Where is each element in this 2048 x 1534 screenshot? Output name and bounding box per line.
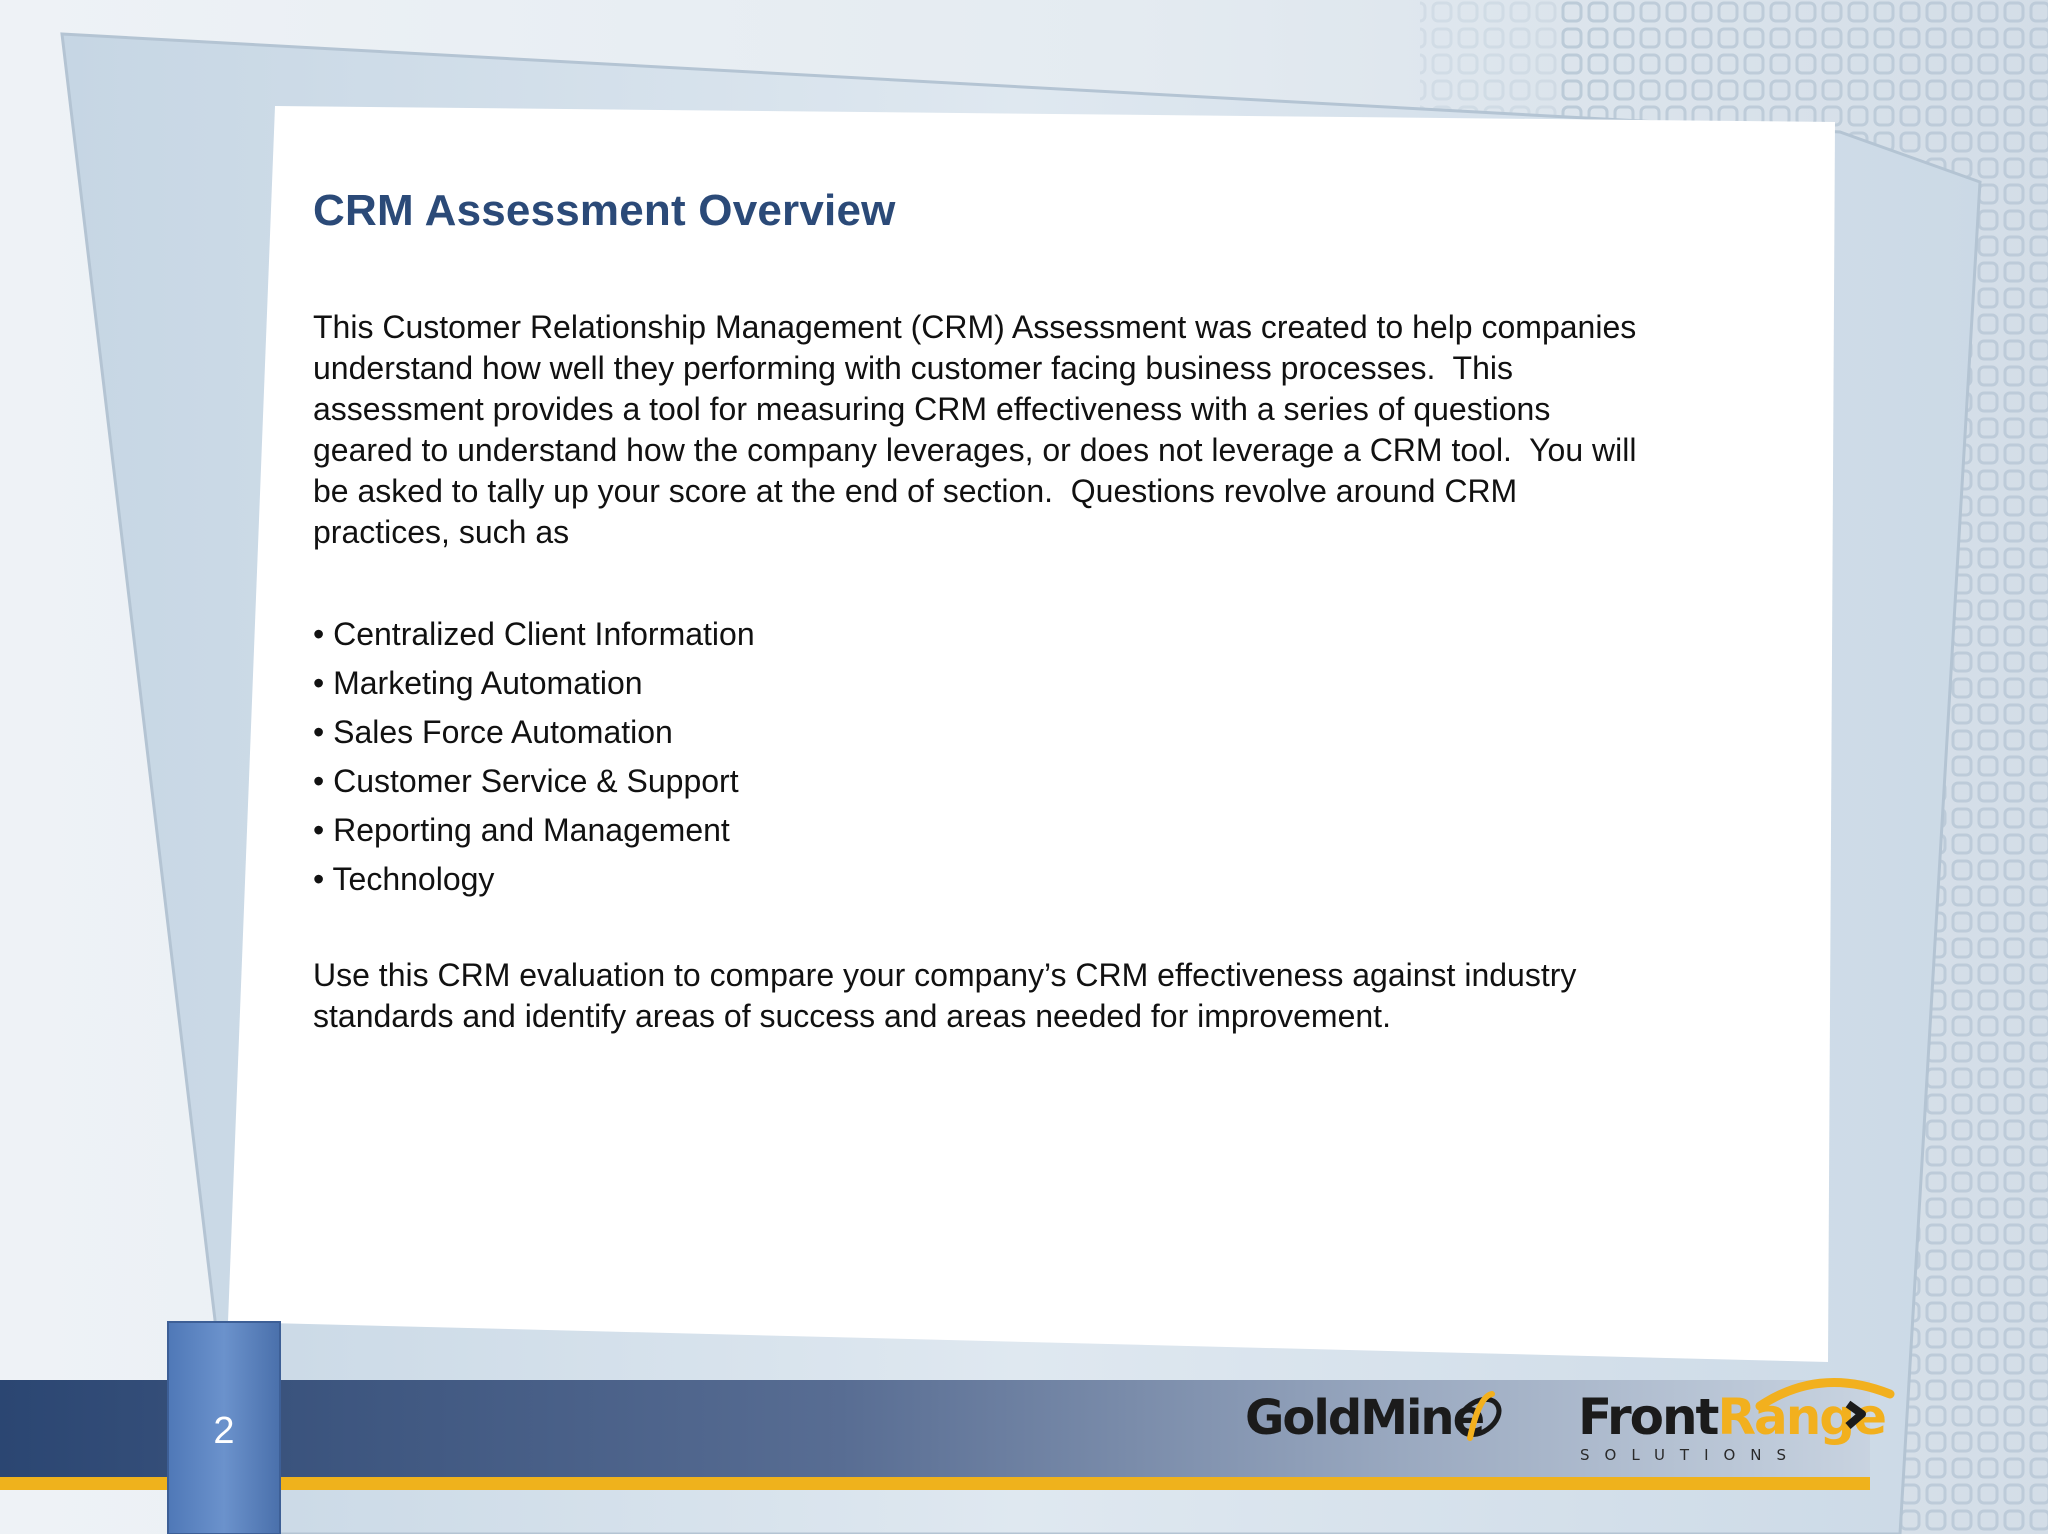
practice-item: • Technology xyxy=(313,861,495,897)
intro-line: understand how well they performing with customer facing business processes. This xyxy=(313,350,1513,386)
practice-item: • Sales Force Automation xyxy=(313,714,673,750)
practice-list xyxy=(313,610,755,904)
intro-paragraph xyxy=(313,307,1743,553)
frontrange-range-text: Range xyxy=(1717,1388,1886,1446)
intro-line: be asked to tally up your score at the end of section. Questions revolve around CRM xyxy=(313,473,1518,509)
intro-line: assessment provides a tool for measuring CRM effectiveness with a series of questions xyxy=(313,391,1551,427)
intro-line: practices, such as xyxy=(313,514,570,550)
page-number: 2 xyxy=(213,1410,235,1452)
practice-item: • Centralized Client Information xyxy=(313,616,755,652)
closing-paragraph xyxy=(313,955,1743,1037)
closing-line: standards and identify areas of success and areas needed for improvement. xyxy=(313,998,1391,1034)
intro-line: This Customer Relationship Management (CRM) Assessment was created to help companies xyxy=(313,309,1637,345)
frontrange-arc-icon xyxy=(1700,1372,1900,1442)
closing-line: Use this CRM evaluation to compare your company’s CRM effectiveness against industry xyxy=(313,957,1577,993)
goldmine-logo: GoldMine xyxy=(1245,1390,1484,1446)
frontrange-solutions-text: SOLUTIONS xyxy=(1580,1446,1802,1464)
practice-item: • Reporting and Management xyxy=(313,812,730,848)
practice-item: • Customer Service & Support xyxy=(313,763,739,799)
frontrange-front-text: Front xyxy=(1578,1388,1718,1446)
goldmine-swirl-icon xyxy=(1448,1386,1510,1448)
practice-item: • Marketing Automation xyxy=(313,665,643,701)
intro-line: geared to understand how the company leverages, or does not leverage a CRM tool. You will xyxy=(313,432,1637,468)
slide-title: CRM Assessment Overview xyxy=(313,186,896,235)
